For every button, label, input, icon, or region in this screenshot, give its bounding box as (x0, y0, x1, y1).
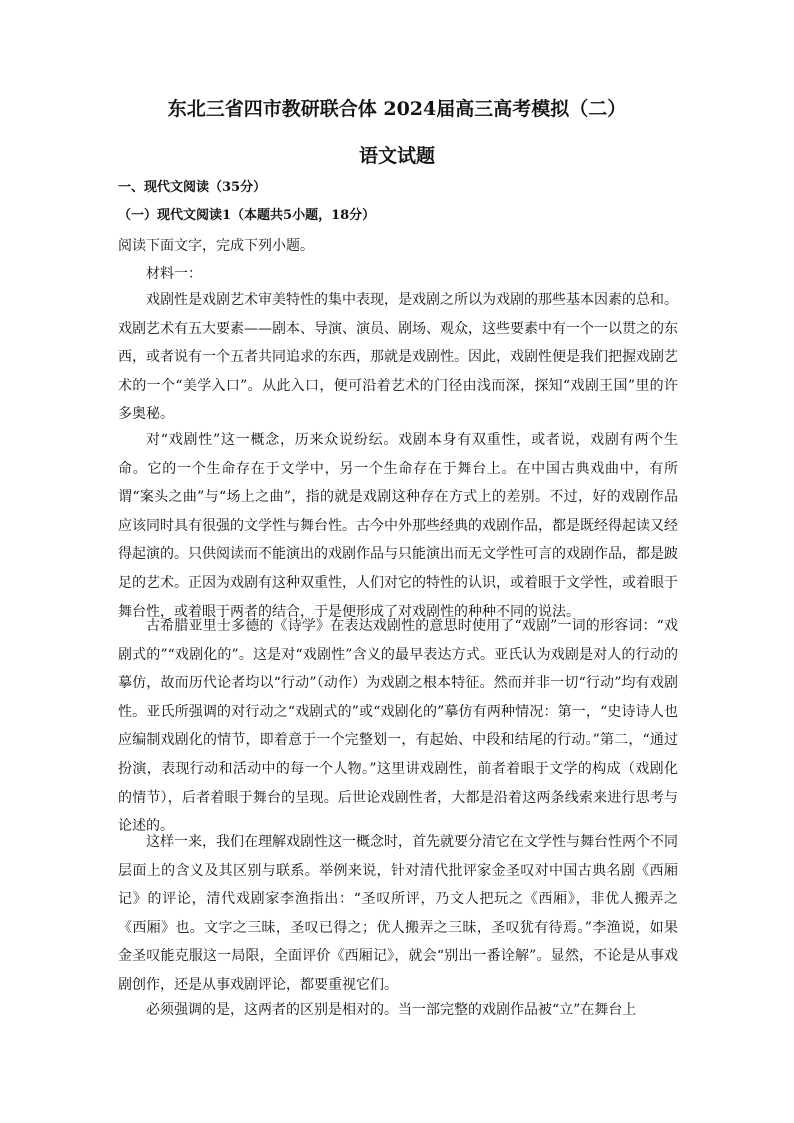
instruction-text: 阅读下面文字，完成下列小题。 (118, 238, 314, 254)
document-subtitle: 语文试题 (358, 145, 435, 167)
paragraph-4: 这样一来，我们在理解戏剧性这一概念时，首先就要分清它在文学性与舞台性两个不同层面上的含义及其区别与联系。举例来说，针对清代批评家金圣叹对中国古典名剧《西厢记》的评论，清代戏剧家李渔指出：“圣叹所评，乃文人把玩之《西厢》，非优人搬弄之《西厢》也。文字之三昧，圣叹已得之；优人搬弄之三昧，圣叹犹有待焉。”李渔说，如果金圣叹能克服这一局限，全面评价《西厢记》，就会“别出一番诠解”。显然，不论是从事戏剧创作，还是从事戏剧评论，都要重视它们。 (118, 834, 678, 993)
paragraph-3: 古希腊亚里士多德的《诗学》在表达戏剧性的意思时使用了“戏剧”一词的形容词：“戏剧式的”“戏剧化的”。这是对“戏剧性”含义的最早表达方式。亚氏认为戏剧是对人的行动的摹仿，故而历代论者均以“行动”（动作）为戏剧之根本特征。然而并非一切“行动”均有戏剧性。亚氏所强调的对行动之“戏剧式的”或“戏剧化的”摹仿有两种情况：第一，“史诗诗人也应编制戏剧化的情节，即着意于一个完整划一，有起始、中段和结尾的行动。”第二，“通过扮演，表现行动和活动中的每一个人物。”这里讲戏剧性，前者着眼于文学的构成（戏剧化的情节），后者着眼于舞台的呈现。后世论戏剧性者，大都是沿着这两条线索来进行思考与论述的。 (118, 618, 678, 835)
paragraph-5: 必须强调的是，这两者的区别是相对的。当一部完整的戏剧作品被“立”在舞台上 (146, 1002, 637, 1018)
section-heading: 一、现代文阅读（35分） (118, 180, 267, 195)
paragraph-1: 戏剧性是戏剧艺术审美特性的集中表现，是戏剧之所以为戏剧的那些基本因素的总和。戏剧艺术有五大要素——剧本、导演、演员、剧场、观众，这些要素中有一个一以贯之的东西，或者说有一个五者共同追求的东西，那就是戏剧性。因此，戏剧性便是我们把握戏剧艺术的一个“美学入口”。从此入口，便可沿着艺术的门径由浅而深，探知“戏剧王国”里的许多奥秘。 (118, 292, 678, 423)
paragraph-2: 对“戏剧性”这一概念，历来众说纷纭。戏剧本身有双重性，或者说，戏剧有两个生命。它的一个生命存在于文学中，另一个生命存在于舞台上。在中国古典戏曲中，有所谓“案头之曲”与“场上之曲”，指的就是戏剧这种存在方式上的差别。不过，好的戏剧作品应该同时具有很强的文学性与舞台性。古今中外那些经典的戏剧作品，都是既经得起读又经得起演的。只供阅读而不能演出的戏剧作品与只能演出而无文学性可言的戏剧作品，都是跛足的艺术。正因为戏剧有这种双重性，人们对它的特性的认识，或着眼于文学性，或着眼于舞台性，或着眼于两者的结合，于是便形成了对戏剧性的种种不同的说法。 (118, 432, 678, 620)
subsection-heading: （一）现代文阅读1（本题共5小题，18分） (118, 208, 376, 223)
material-label: 材料一： (146, 266, 202, 282)
document-title: 东北三省四市教研联合体 2024届高三高考模拟（二） (167, 98, 627, 120)
